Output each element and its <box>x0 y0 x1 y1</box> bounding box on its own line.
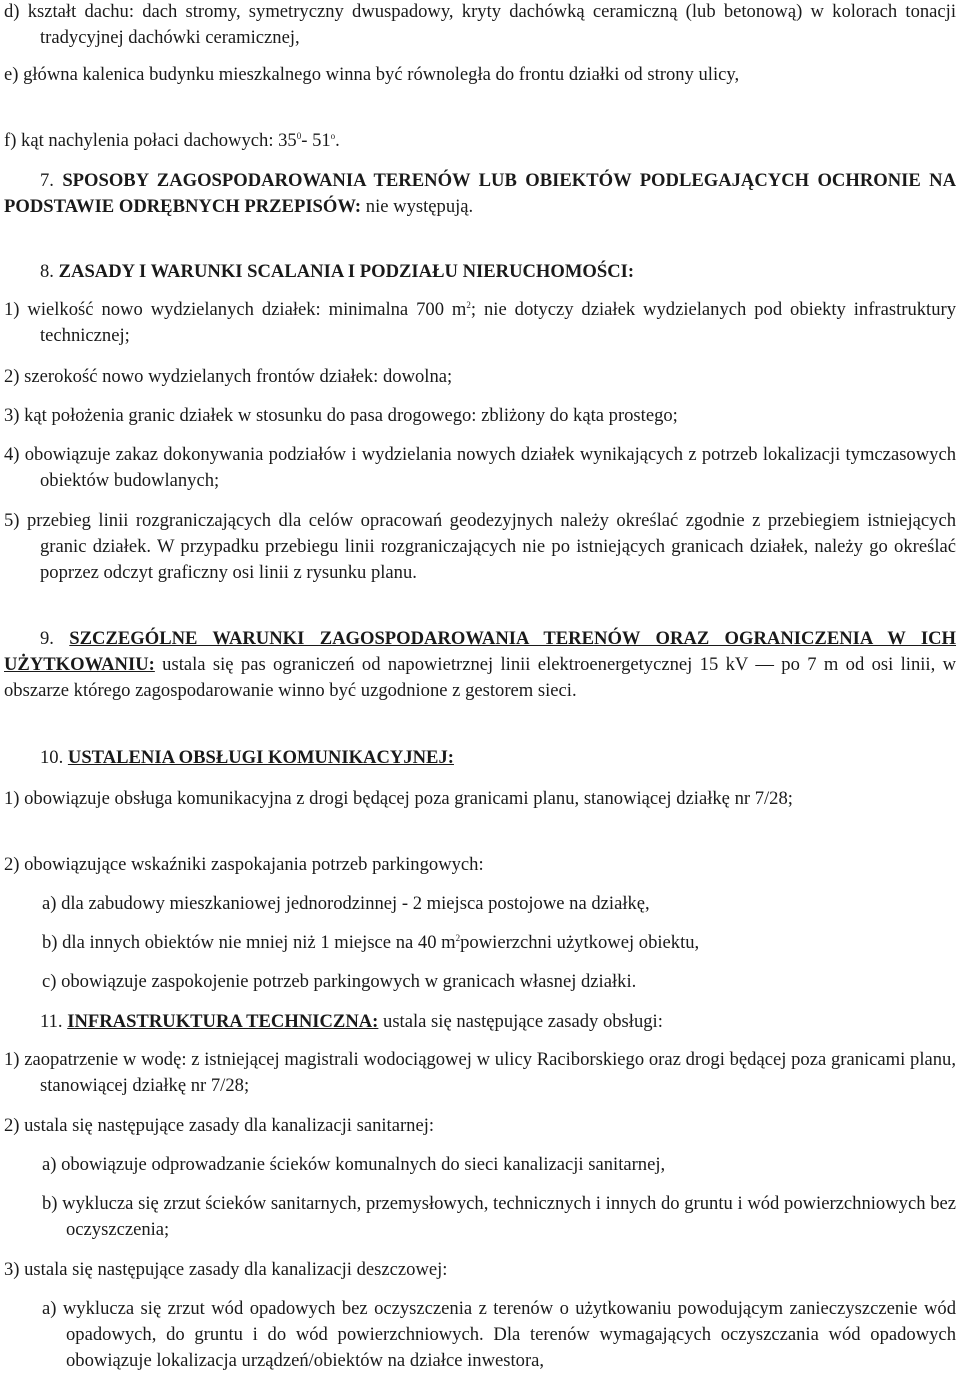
section-11-item-3a: a) wyklucza się zrzut wód opadowych bez oczyszczenia z terenów o użytkowaniu powodującym zanieczyszczenie wód opadowych, do gruntu i do wód powierzchniowych. Dla terenów wymagających oczyszczania wód opadowych obowiązuje lokalizacja urządzeń/obiektów na działce inwestora, <box>42 1298 956 1371</box>
section-11 <box>4 1009 956 1035</box>
section-7-number: 7. <box>40 170 54 191</box>
section-11-text: ustala się następujące zasady obsługi: <box>378 1011 663 1032</box>
section-8-item-1 <box>4 297 956 349</box>
item-text: 1) wielkość nowo wydzielanych działek: minimalna 700 m <box>4 299 467 320</box>
roof-slope-end: . <box>335 130 340 151</box>
section-8-item-3: 3) kąt położenia granic działek w stosunku do pasa drogowego: zbliżony do kąta prostego; <box>4 405 678 426</box>
section-10-number: 10. <box>40 747 64 768</box>
section-10-item-1: 1) obowiązuje obsługa komunikacyjna z drogi będącej poza granicami planu, stanowiącej działkę nr 7/28; <box>4 788 793 809</box>
section-10-heading-line <box>4 745 956 771</box>
section-10-item-2c: c) obowiązuje zaspokojenie potrzeb parkingowych w granicach własnej działki. <box>42 971 637 992</box>
degree-sup: 0 <box>296 131 302 141</box>
section-9 <box>4 626 956 704</box>
section-11-number: 11. <box>40 1011 63 1032</box>
section-8-item-2: 2) szerokość nowo wydzielanych frontów działek: dowolna; <box>4 366 453 387</box>
section-11-item-1: 1) zaopatrzenie w wodę: z istniejącej magistrali wodociągowej w ulicy Raciborskiego oraz drogi będącej poza granicami planu, stanowiącej działkę nr 7/28; <box>4 1049 956 1096</box>
degree-sup: o <box>330 131 336 141</box>
section-10-item-2a: a) dla zabudowy mieszkaniowej jednorodzinnej - 2 miejsca postojowe na działkę, <box>42 893 650 914</box>
section-10-item-2b <box>42 930 956 956</box>
squared-sup: 2 <box>455 933 461 943</box>
section-10-heading: USTALENIA OBSŁUGI KOMUNIKACYJNEJ: <box>67 747 454 768</box>
ridge-item: e) główna kalenica budynku mieszkalnego winna być równoległa do frontu działki od strony ulicy, <box>4 64 740 85</box>
section-11-item-2b: b) wyklucza się zrzut ścieków sanitarnych, przemysłowych, technicznych i innych do gruntu i wód powierzchniowych bez oczyszczenia; <box>42 1193 956 1240</box>
section-10-item-2: 2) obowiązujące wskaźniki zaspokajania potrzeb parkingowych: <box>4 854 484 875</box>
roof-shape-item: d) kształt dachu: dach stromy, symetryczny dwuspadowy, kryty dachówką ceramiczną (lub betonową) w kolorach tonacji tradycyjnej dachówki ceramicznej, <box>4 1 956 48</box>
section-11-item-2: 2) ustala się następujące zasady dla kanalizacji sanitarnej: <box>4 1115 435 1136</box>
section-7-text: nie występują. <box>361 196 474 217</box>
roof-slope-mid: - 51 <box>301 130 331 151</box>
squared-sup: 2 <box>466 300 471 310</box>
section-8-item-4: 4) obowiązuje zakaz dokonywania podziałów i wydzielania nowych działek wynikających z potrzeb lokalizacji tymczasowych obiektów budowlanych; <box>4 444 956 491</box>
section-8-item-5: 5) przebieg linii rozgraniczających dla celów opracowań geodezyjnych należy określać zgodnie z przebiegiem istniejących granic działek. W przypadku przebiegu linii rozgraniczających nie po istniejących granicach działek, należy go określać poprzez odczyt graficzny osi linii z rysunku planu. <box>4 510 956 583</box>
section-7 <box>4 168 956 220</box>
section-8-number: 8. <box>40 261 54 282</box>
section-11-item-3: 3) ustala się następujące zasady dla kanalizacji deszczowej: <box>4 1259 448 1280</box>
item-text: ; nie dotyczy działek wydzielanych pod obiekty infrastruktury technicznej; <box>40 299 956 346</box>
item-text: b) dla innych obiektów nie mniej niż 1 miejsce na 40 m <box>42 932 456 953</box>
section-11-item-2a: a) obowiązuje odprowadzanie ścieków komunalnych do sieci kanalizacji sanitarnej, <box>42 1154 666 1175</box>
item-text: powierzchni użytkowej obiektu, <box>460 932 700 953</box>
section-11-heading: INFRASTRUKTURA TECHNICZNA: <box>67 1011 379 1032</box>
section-8-heading-line <box>4 259 956 285</box>
section-9-heading: SZCZEGÓLNE WARUNKI ZAGOSPODAROWANIA TERENÓW ORAZ OGRANICZENIA W ICH UŻYTKOWANIU: <box>4 628 957 675</box>
roof-slope-item <box>4 128 956 154</box>
section-9-number: 9. <box>40 628 54 649</box>
section-9-text: ustala się pas ograniczeń od napowietrznej linii elektroenergetycznej 15 kV — po 7 m od osi linii, w obszarze którego zagospodarowanie winno być uzgodnione z gestorem sieci. <box>4 654 956 701</box>
roof-slope-text: f) kąt nachylenia połaci dachowych: 35 <box>4 130 297 151</box>
section-7-heading: SPOSOBY ZAGOSPODAROWANIA TERENÓW LUB OBIEKTÓW PODLEGAJĄCYCH OCHRONIE NA PODSTAWIE ODRĘBNYCH PRZEPISÓW: <box>4 170 956 217</box>
section-8-heading: ZASADY I WARUNKI SCALANIA I PODZIAŁU NIERUCHOMOŚCI: <box>58 261 635 282</box>
